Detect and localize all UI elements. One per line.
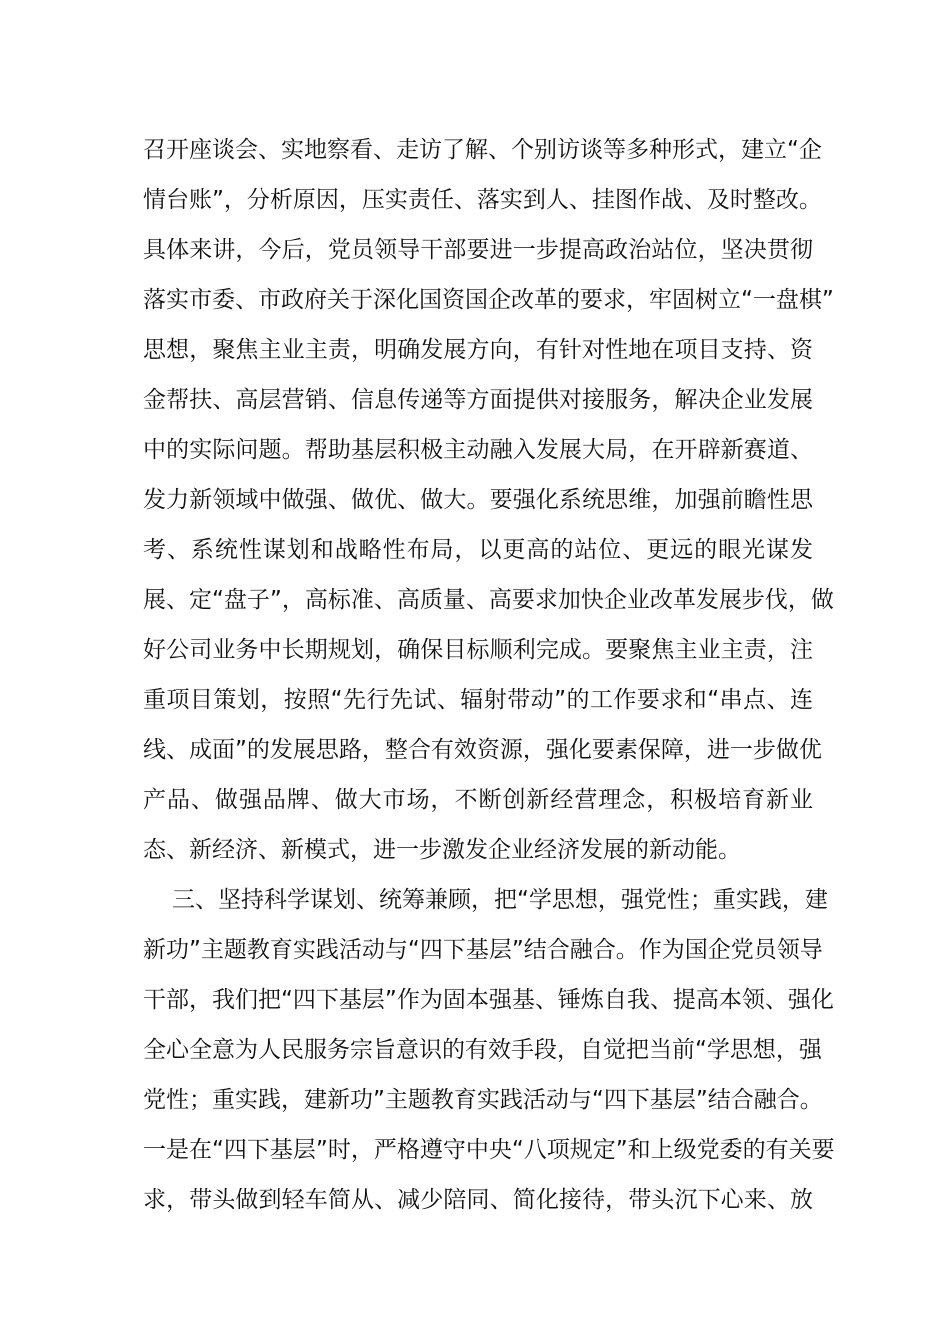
text-line: 新功”主题教育实践活动与“四下基层”结合融合。作为国企党员领导: [143, 937, 823, 963]
text-line: 线、成面”的发展思路，整合有效资源，强化要素保障，进一步做优: [143, 737, 822, 763]
text-line: 重项目策划，按照“先行先试、辐射带动”的工作要求和“串点、连: [143, 687, 813, 713]
text-line: 产品、做强品牌、做大市场，不断创新经营理念，积极培育新业: [143, 787, 813, 813]
text-line: 求，带头做到轻车简从、减少陪同、简化接待，带头沉下心来、放: [143, 1187, 813, 1213]
text-line: 召开座谈会、实地察看、走访了解、个别访谈等多种形式，建立“企: [143, 137, 822, 163]
text-line: 具体来讲，今后，党员领导干部要进一步提高政治站位，坚决贯彻: [143, 237, 813, 263]
text-line: 好公司业务中长期规划，确保目标顺利完成。要聚焦主业主责，注: [143, 637, 813, 663]
section-heading-line: 三、坚持科学谋划、统筹兼顾，把“学思想，强党性；重实践，建: [172, 887, 828, 913]
paragraph-end-line: 态、新经济、新模式，进一步激发企业经济发展的新动能。: [143, 837, 741, 863]
text-line: 思想，聚焦主业主责，明确发展方向，有针对性地在项目支持、资: [143, 337, 813, 363]
text-line: 干部，我们把“四下基层”作为固本强基、锤炼自我、提高本领、强化: [143, 987, 834, 1013]
text-line: 情台账”，分析原因，压实责任、落实到人、挂图作战、及时整改。: [143, 187, 822, 213]
text-line: 考、系统性谋划和战略性布局，以更高的站位、更远的眼光谋发: [143, 537, 813, 563]
text-line: 发力新领域中做强、做优、做大。要强化系统思维，加强前瞻性思: [143, 487, 813, 513]
text-line: 金帮扶、高层营销、信息传递等方面提供对接服务，解决企业发展: [143, 387, 813, 413]
text-line: 全心全意为人民服务宗旨意识的有效手段，自觉把当前“学思想，强: [143, 1037, 822, 1063]
text-line: 中的实际问题。帮助基层积极主动融入发展大局，在开辟新赛道、: [143, 437, 813, 463]
text-line: 展、定“盘子”，高标准、高质量、高要求加快企业改革发展步伐，做: [143, 587, 834, 613]
text-line: 一是在“四下基层”时，严格遵守中央“八项规定”和上级党委的有关要: [143, 1137, 835, 1163]
text-line: 党性；重实践，建新功”主题教育实践活动与“四下基层”结合融合。: [143, 1087, 823, 1113]
text-line: 落实市委、市政府关于深化国资国企改革的要求，牢固树立“一盘棋”: [143, 287, 834, 313]
